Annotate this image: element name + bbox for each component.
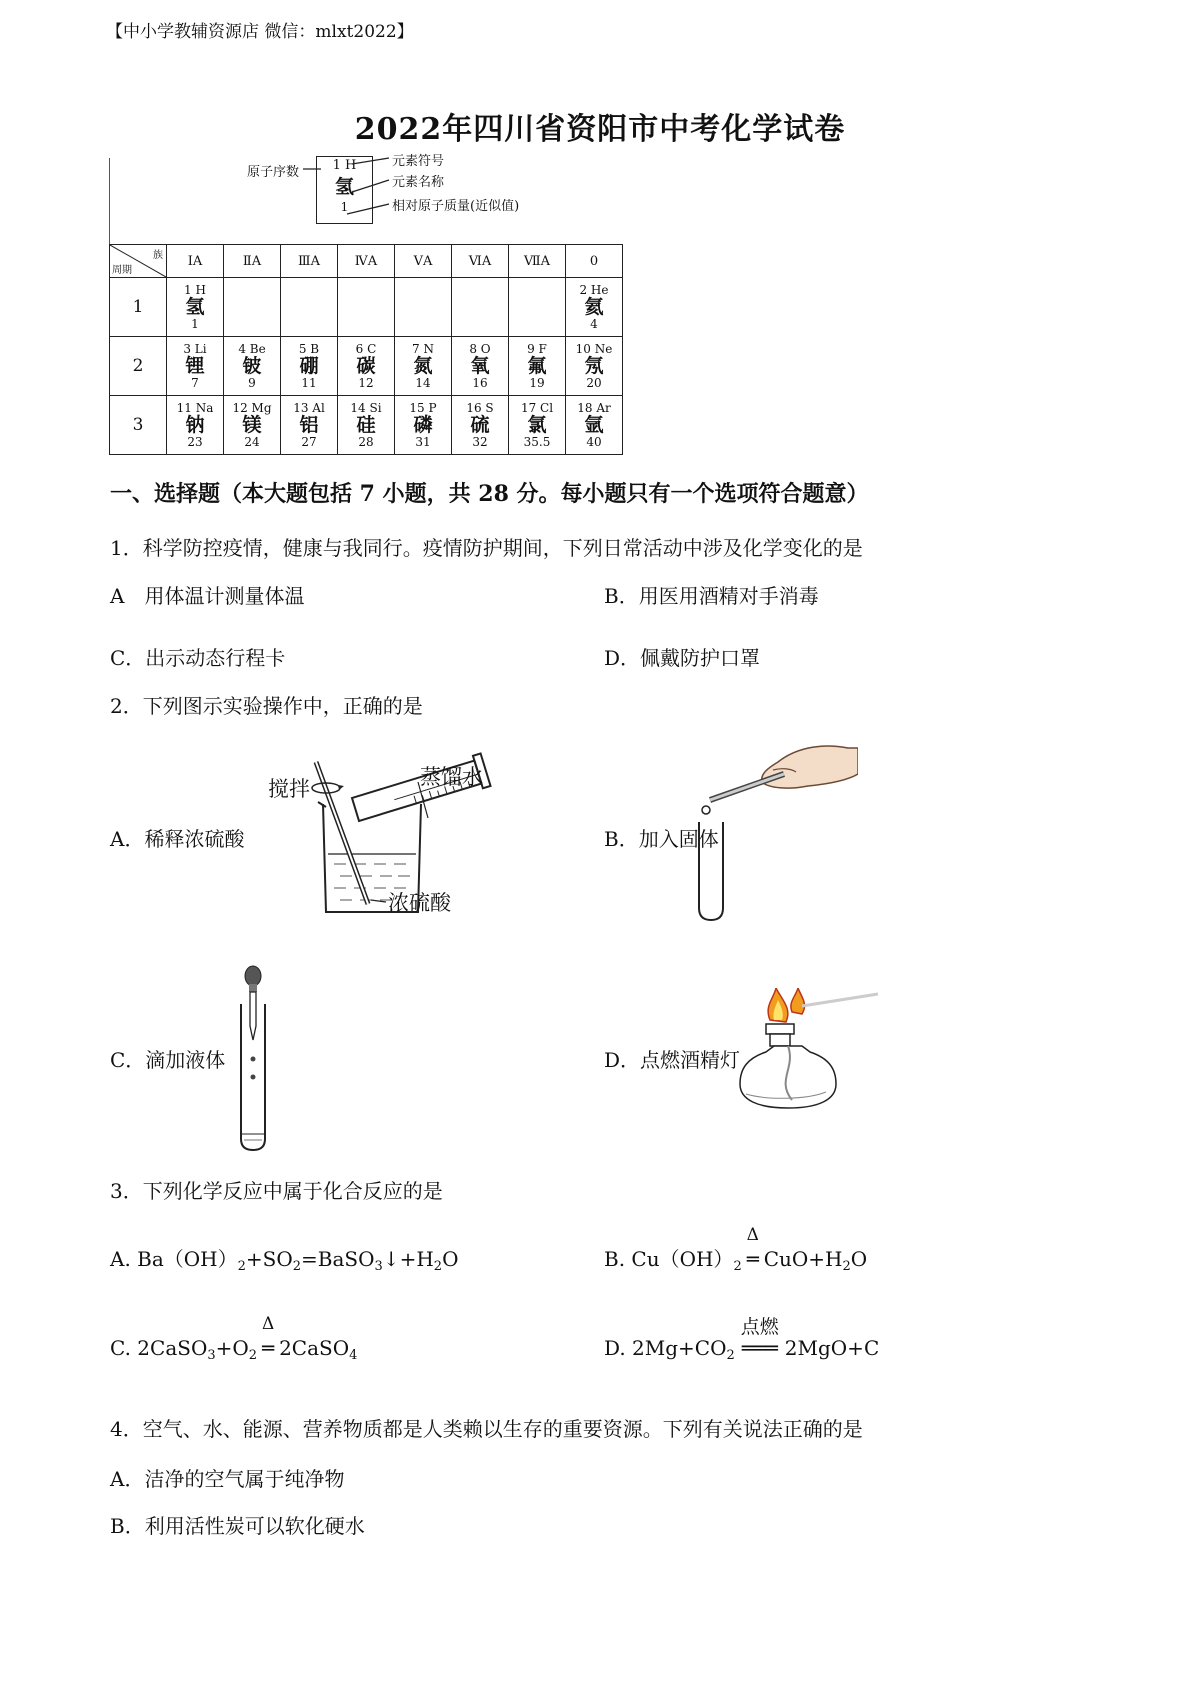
element-cell — [338, 337, 395, 396]
q3-option-a: A. $Ba(OH)_2+SO_2=BaSO_3↓+H_2O$ — [110, 1247, 459, 1274]
element-mass: 14 — [415, 376, 431, 390]
table-header-row — [110, 245, 623, 278]
q4-option-b: B．利用活性炭可以软化硬水 — [110, 1514, 365, 1538]
element-mass: 12 — [358, 376, 374, 390]
element-number-symbol: 15 P — [409, 401, 437, 415]
element-mass: 9 — [248, 376, 256, 390]
heat-symbol: Δ — [261, 1314, 275, 1334]
element-number-symbol: 18 Ar — [577, 401, 611, 415]
q1-option-d: D．佩戴防护口罩 — [604, 646, 761, 670]
element-mass: 23 — [187, 435, 203, 449]
element-number-symbol: 11 Na — [176, 401, 214, 415]
legend-sample-top: 1 H — [332, 158, 357, 173]
question-2-stem: 2．下列图示实验操作中，正确的是 — [110, 694, 423, 718]
page-title: 2022年四川省资阳市中考化学试卷 — [354, 112, 846, 147]
element-name: 硼 — [299, 355, 319, 377]
element-cell — [167, 337, 224, 396]
empty-cell — [509, 278, 566, 337]
element-cell — [566, 337, 623, 396]
q2-option-d: D．点燃酒精灯 — [604, 1048, 741, 1072]
element-cell — [224, 337, 281, 396]
period-label: 2 — [110, 337, 167, 396]
element-name: 氧 — [470, 355, 490, 377]
periodic-table-legend — [109, 156, 649, 241]
group-header: 0 — [566, 245, 623, 278]
dilute-acid-illustration — [268, 752, 538, 922]
element-name: 氩 — [584, 414, 604, 436]
period-row-2 — [110, 337, 623, 396]
element-mass: 28 — [358, 435, 374, 449]
question-3-stem: 3．下列化学反应中属于化合反应的是 — [110, 1179, 443, 1203]
element-mass: 4 — [590, 317, 598, 331]
legend-sample-mass: 1 — [340, 200, 349, 214]
element-mass: 16 — [472, 376, 488, 390]
element-name: 镁 — [242, 414, 262, 436]
corner-period-label: 周期 — [112, 265, 132, 276]
group-header: ⅡA — [224, 245, 281, 278]
q1-option-a: A 用体温计测量体温 — [110, 584, 305, 608]
ignite-condition: 点燃 — [740, 1316, 779, 1338]
element-cell — [167, 396, 224, 455]
element-mass: 35.5 — [523, 435, 551, 449]
legend-name: 元素名称 — [392, 175, 445, 190]
element-name: 碳 — [356, 355, 376, 377]
element-name: 铍 — [242, 355, 262, 377]
element-cell — [338, 396, 395, 455]
empty-cell — [224, 278, 281, 337]
question-1-stem: 1．科学防控疫情，健康与我同行。疫情防护期间，下列日常活动中涉及化学变化的是 — [110, 536, 863, 560]
element-number-symbol: 16 S — [466, 401, 494, 415]
period-row-3 — [110, 396, 623, 455]
element-cell — [281, 396, 338, 455]
section-heading: 一、选择题（本大题包括 7 小题，共 28 分。每小题只有一个选项符合题意） — [110, 481, 869, 507]
element-cell — [509, 337, 566, 396]
stir-label: 搅拌 — [268, 777, 310, 801]
element-mass: 1 — [191, 317, 199, 331]
element-name: 锂 — [185, 355, 205, 377]
group-header: ⅠA — [167, 245, 224, 278]
period-label: 1 — [110, 278, 167, 337]
element-number-symbol: 9 F — [527, 342, 547, 356]
distilled-water-label: 蒸馏水 — [420, 765, 483, 789]
element-number-symbol: 10 Ne — [575, 342, 613, 356]
element-mass: 7 — [191, 376, 199, 390]
element-number-symbol: 4 Be — [238, 342, 266, 356]
legend-atomic-number: 原子序数 — [247, 165, 300, 180]
element-cell — [281, 337, 338, 396]
element-cell — [566, 396, 623, 455]
element-name: 钠 — [185, 414, 205, 436]
q2-option-c: C．滴加液体 — [110, 1048, 226, 1072]
element-cell — [224, 396, 281, 455]
empty-cell — [281, 278, 338, 337]
element-mass: 19 — [529, 376, 545, 390]
table-corner — [110, 245, 167, 278]
group-header: ⅣA — [338, 245, 395, 278]
element-number-symbol: 7 N — [412, 342, 434, 356]
legend-mass: 相对原子质量(近似值) — [392, 199, 520, 214]
heat-symbol: Δ — [746, 1225, 759, 1245]
element-name: 氯 — [527, 414, 547, 436]
element-name: 氦 — [584, 296, 604, 318]
element-number-symbol: 5 B — [298, 342, 320, 356]
legend-symbol: 元素符号 — [392, 154, 445, 169]
element-mass: 24 — [244, 435, 260, 449]
periodic-table — [109, 244, 623, 455]
q3-option-c: C. $2CaSO_3+O_2$ Δ ═ 2CaSO$_4$ — [110, 1314, 358, 1363]
conc-acid-label: 浓硫酸 — [388, 891, 451, 915]
group-header: ⅤA — [395, 245, 452, 278]
element-name: 硅 — [356, 414, 376, 436]
watermark: 【中小学教辅资源店 微信：mlxt2022】 — [106, 22, 414, 42]
element-cell — [395, 396, 452, 455]
q1-option-b: B．用医用酒精对手消毒 — [604, 584, 819, 608]
period-label: 3 — [110, 396, 167, 455]
element-mass: 11 — [301, 376, 317, 390]
element-mass: 32 — [472, 435, 488, 449]
group-header: ⅥA — [452, 245, 509, 278]
element-cell — [395, 337, 452, 396]
element-number-symbol: 14 Si — [350, 401, 382, 415]
element-number-symbol: 8 O — [469, 342, 491, 356]
element-number-symbol: 2 He — [579, 283, 609, 297]
alcohol-lamp-illustration — [736, 988, 886, 1118]
group-header: ⅦA — [509, 245, 566, 278]
empty-cell — [452, 278, 509, 337]
element-name: 氖 — [584, 355, 604, 377]
q3-option-b: B. $Cu(OH)_2$ Δ ═ $CuO+H_2O$ — [604, 1225, 868, 1274]
element-number-symbol: 12 Mg — [232, 401, 272, 415]
element-name: 氢 — [185, 296, 205, 318]
element-number-symbol: 1 H — [184, 283, 206, 297]
question-4-stem: 4．空气、水、能源、营养物质都是人类赖以生存的重要资源。下列有关说法正确的是 — [110, 1417, 863, 1441]
element-number-symbol: 17 Cl — [520, 401, 554, 415]
element-cell — [566, 278, 623, 337]
q2-option-b: B．加入固体 — [604, 827, 719, 851]
element-mass: 31 — [415, 435, 431, 449]
q1-option-c: C．出示动态行程卡 — [110, 646, 286, 670]
element-number-symbol: 13 Al — [293, 401, 325, 415]
q2-option-a: A．稀释浓硫酸 — [110, 827, 245, 851]
drop-liquid-illustration — [236, 964, 270, 1154]
empty-cell — [338, 278, 395, 337]
element-name: 硫 — [470, 414, 490, 436]
group-header: ⅢA — [281, 245, 338, 278]
q3-option-d: D. $2Mg+CO_2$ 点燃 ═══ 2MgO+C — [604, 1336, 879, 1363]
q4-option-a: A．洁净的空气属于纯净物 — [110, 1467, 345, 1491]
legend-pointer-lines — [109, 156, 649, 241]
element-mass: 20 — [586, 376, 602, 390]
corner-group-label: 族 — [153, 250, 163, 261]
empty-cell — [395, 278, 452, 337]
element-mass: 40 — [586, 435, 602, 449]
element-name: 氮 — [413, 355, 433, 377]
element-mass: 27 — [301, 435, 317, 449]
legend-sample-name: 氢 — [334, 176, 354, 198]
periodic-table-figure — [109, 156, 649, 466]
period-row-1 — [110, 278, 623, 337]
element-number-symbol: 6 C — [355, 342, 377, 356]
element-name: 磷 — [413, 414, 433, 436]
element-number-symbol: 3 Li — [183, 342, 207, 356]
add-solid-illustration — [698, 740, 858, 925]
element-cell — [452, 337, 509, 396]
element-cell — [509, 396, 566, 455]
element-name: 氟 — [527, 355, 547, 377]
element-cell — [452, 396, 509, 455]
element-name: 铝 — [299, 414, 319, 436]
element-cell — [167, 278, 224, 337]
